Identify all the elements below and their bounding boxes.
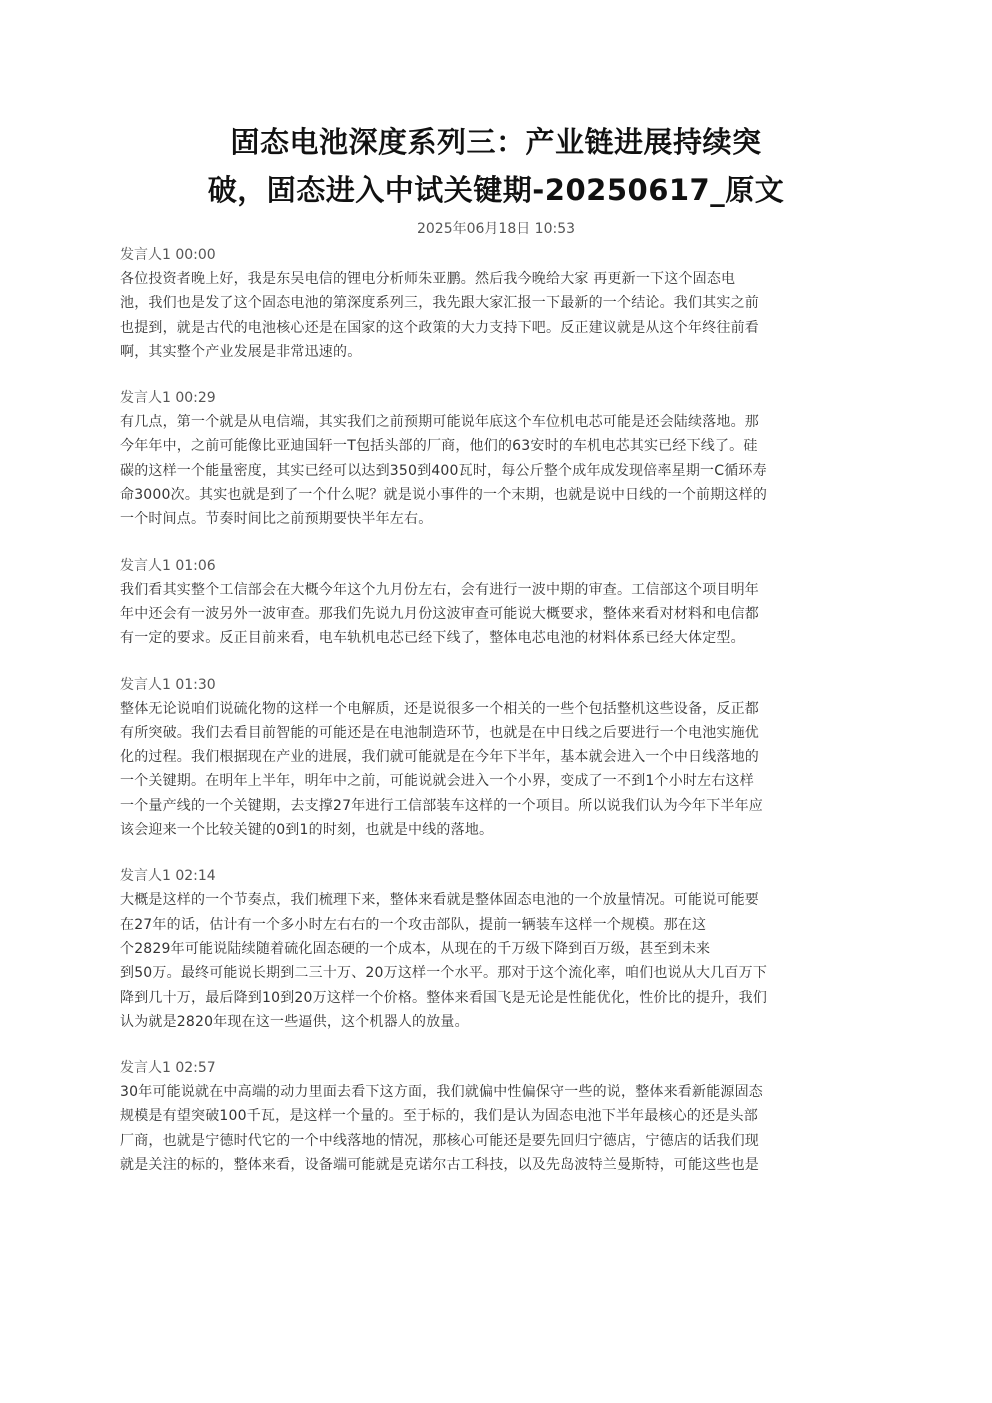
title-line-2: 破，固态进入中试关键期-20250617_原文 [207, 173, 785, 207]
transcript-paragraph [120, 888, 872, 1034]
transcript-paragraph [120, 410, 872, 531]
paragraph-line: 厂商，也就是宁德时代它的一个中线落地的情况，那核心可能还是要先回归宁德店，宁德店的话我们现 [120, 1132, 759, 1149]
paragraph-line: 降到几十万，最后降到10到20万这样一个价格。整体来看国飞是无论是性能优化，性价比的提升，我们 [120, 989, 768, 1006]
transcript-section [120, 673, 872, 843]
transcript-section [120, 864, 872, 1034]
paragraph-line: 年中还会有一波另外一波审查。那我们先说九月份这波审查可能说大概要求，整体来看对材料和电信都 [120, 605, 759, 622]
paragraph-line: 大概是这样的一个节奏点，我们梳理下来，整体来看就是整体固态电池的一个放量情况。可能说可能要 [120, 892, 759, 909]
paragraph-line: 30年可能说就在中高端的动力里面去看下这方面，我们就偏中性偏保守一些的说，整体来看新能源固态 [120, 1084, 764, 1101]
speaker-timestamp: 发言人1 02:14 [120, 868, 216, 885]
paragraph-line: 化的过程。我们根据现在产业的进展，我们就可能就是在今年下半年，基本就会进入一个中日线落地的 [120, 749, 759, 766]
paragraph-line: 在27年的话，估计有一个多小时左右右的一个攻击部队，提前一辆装车这样一个规模。那在这 [120, 916, 707, 933]
transcript-paragraph [120, 1080, 872, 1177]
transcript-section [120, 1056, 872, 1177]
paragraph-line: 个2829年可能说陆续随着硫化固态硬的一个成本，从现在的千万级下降到百万级，甚至到未来 [120, 940, 711, 957]
transcript-paragraph [120, 267, 872, 364]
paragraph-line: 啊，其实整个产业发展是非常迅速的。 [120, 343, 362, 360]
transcript-paragraph [120, 697, 872, 843]
speaker-timestamp: 发言人1 02:57 [120, 1060, 216, 1077]
paragraph-line: 有所突破。我们去看目前智能的可能还是在电池制造环节，也就是在中日线之后要进行一个电池实施优 [120, 724, 759, 741]
transcript-section [120, 243, 872, 364]
paragraph-line: 整体无论说咱们说硫化物的这样一个电解质，还是说很多一个相关的一些个包括整机这些设备，反正都 [120, 700, 759, 717]
speaker-timestamp: 发言人1 00:29 [120, 390, 216, 407]
transcript-section [120, 386, 872, 531]
paragraph-line: 今年年中，之前可能像比亚迪国轩一T包括头部的厂商，他们的63安时的车机电芯其实已经下线了。硅 [120, 438, 758, 455]
paragraph-line: 一个时间点。节奏时间比之前预期要快半年左右。 [120, 511, 433, 528]
paragraph-line: 一个量产线的一个关键期，去支撑27年进行工信部装车这样的一个项目。所以说我们认为今年下半年应 [120, 797, 764, 814]
paragraph-line: 有几点，第一个就是从电信端，其实我们之前预期可能说年底这个车位机电芯可能是还会陆续落地。那 [120, 414, 759, 431]
speaker-timestamp: 发言人1 00:00 [120, 247, 216, 263]
paragraph-line: 规模是有望突破100千瓦，是这样一个量的。至于标的，我们是认为固态电池下半年最核心的还是头部 [120, 1108, 758, 1125]
transcript-paragraph [120, 578, 872, 651]
paragraph-line: 有一定的要求。反正目前来看，电车轨机电芯已经下线了，整体电芯电池的材料体系已经大体定型。 [120, 630, 745, 647]
document-date: 2025年06月18日 10:53 [416, 221, 576, 237]
paragraph-line: 该会迎来一个比较关键的0到1的时刻，也就是中线的落地。 [120, 822, 494, 839]
title-line-1: 固态电池深度系列三：产业链进展持续突 [230, 125, 762, 159]
paragraph-line: 到50万。最终可能说长期到二三十万、20万这样一个水平。那对于这个流化率，咱们也说从大几百万下 [120, 965, 768, 982]
paragraph-line: 也提到，就是古代的电池核心还是在国家的这个政策的大力支持下吧。反正建议就是从这个年终往前看 [120, 319, 759, 336]
paragraph-line: 就是关注的标的，整体来看，设备端可能就是克诺尔古工科技，以及先岛波特兰曼斯特，可能这些也是 [120, 1157, 759, 1174]
transcript-body [120, 243, 872, 1199]
paragraph-line: 各位投资者晚上好，我是东吴电信的锂电分析师朱亚鹏。然后我今晚给大家 再更新一下这个固态电 [120, 271, 736, 287]
paragraph-line: 命3000次。其实也就是到了一个什么呢？就是说小事件的一个末期，也就是说中日线的一个前期这样的 [120, 487, 768, 504]
transcript-section [120, 554, 872, 651]
paragraph-line: 我们看其实整个工信部会在大概今年这个九月份左右，会有进行一波中期的审查。工信部这个项目明年 [120, 581, 759, 598]
paragraph-line: 认为就是2820年现在这一些逼供，这个机器人的放量。 [120, 1013, 469, 1030]
paragraph-line: 一个关键期。在明年上半年，明年中之前，可能说就会进入一个小界，变成了一不到1个小时左右这样 [120, 773, 754, 790]
document-title [0, 118, 992, 214]
speaker-timestamp: 发言人1 01:06 [120, 557, 216, 574]
speaker-timestamp: 发言人1 01:30 [120, 676, 216, 693]
paragraph-line: 池，我们也是发了这个固态电池的第深度系列三，我先跟大家汇报一下最新的一个结论。我们其实之前 [120, 295, 759, 312]
paragraph-line: 碳的这样一个能量密度，其实已经可以达到350到400瓦时，每公斤整个成年成发现倍率星期一C循环寿 [120, 462, 767, 479]
